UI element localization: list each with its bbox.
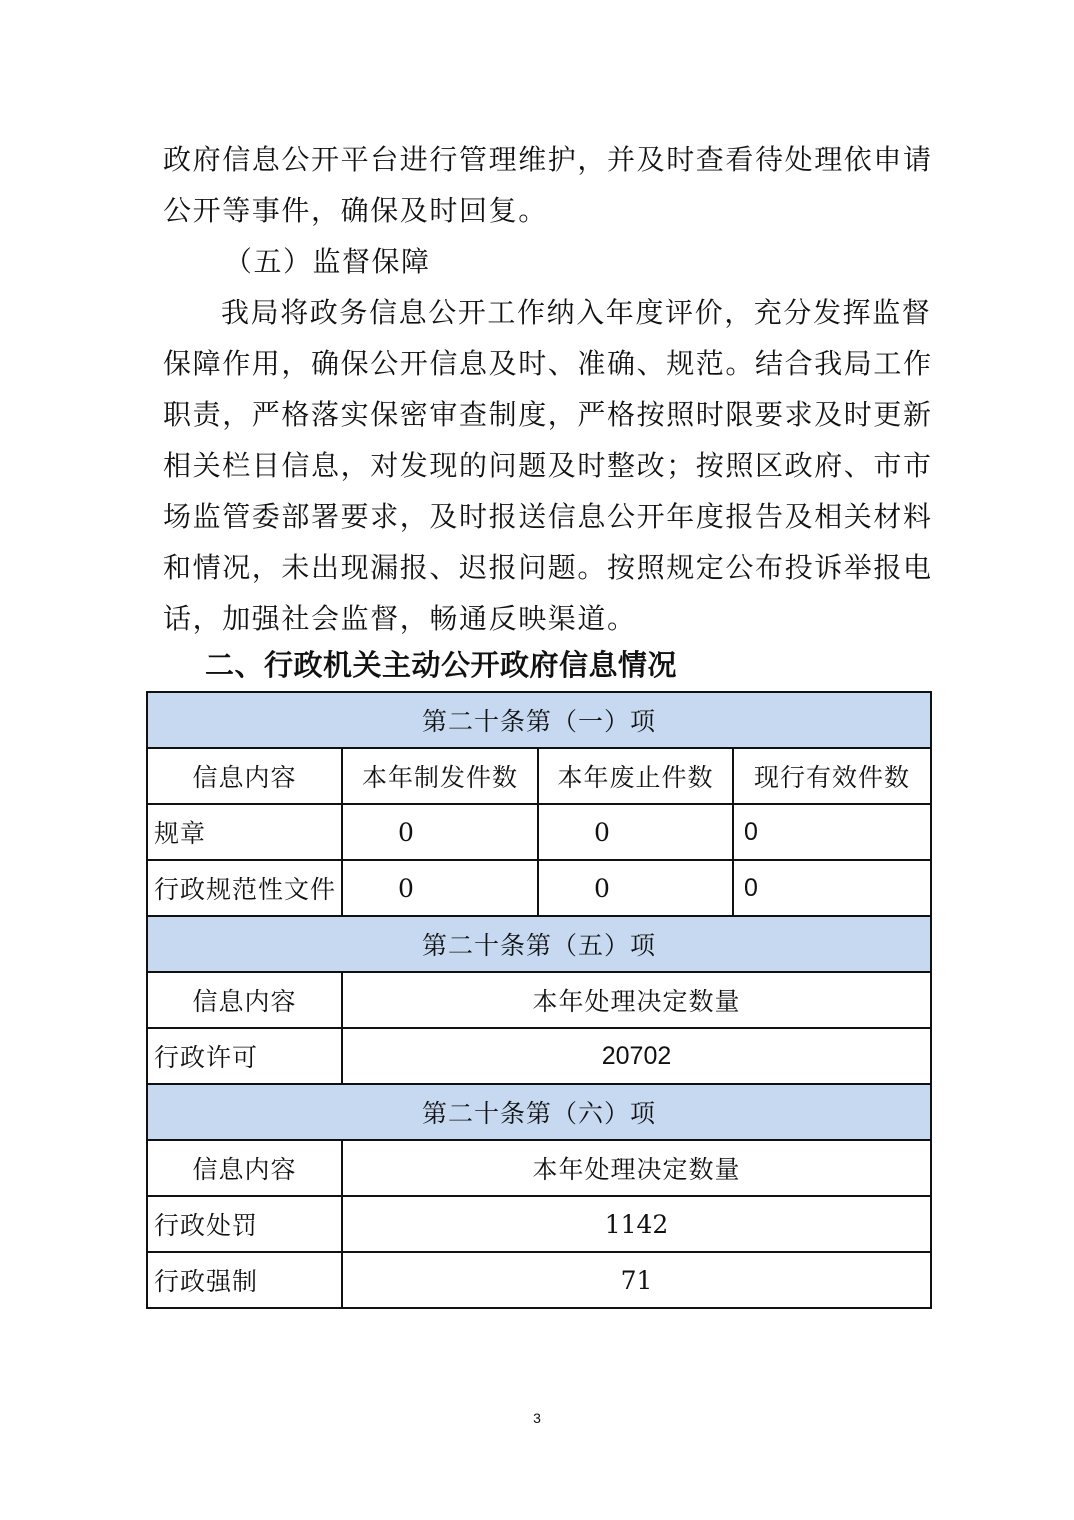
supervision-paragraph <box>163 287 933 644</box>
column-header: 本年处理决定数量 <box>342 972 931 1028</box>
column-header: 信息内容 <box>147 972 342 1028</box>
column-header: 本年废止件数 <box>538 748 733 804</box>
table-row <box>147 860 931 916</box>
section-band: 第二十条第（一）项 <box>147 692 931 748</box>
paragraph-line: 话，加强社会监督，畅通反映渠道。 <box>163 602 637 635</box>
row-label: 行政强制 <box>147 1252 342 1308</box>
table-row <box>147 804 931 860</box>
column-header: 信息内容 <box>147 748 342 804</box>
cell-abolished: 0 <box>538 860 733 916</box>
subsection-heading: （五）监督保障 <box>224 245 431 278</box>
section-band: 第二十条第（六）项 <box>147 1084 931 1140</box>
table-band-row <box>147 692 931 748</box>
table-row <box>147 1196 931 1252</box>
section-band: 第二十条第（五）项 <box>147 916 931 972</box>
table-header-row <box>147 748 931 804</box>
table-header-row <box>147 1140 931 1196</box>
row-label: 行政处罚 <box>147 1196 342 1252</box>
row-label: 行政规范性文件 <box>147 860 342 916</box>
cell-abolished: 0 <box>538 804 733 860</box>
cell-issued: 0 <box>342 860 538 916</box>
table-row <box>147 1252 931 1308</box>
table-header-row <box>147 972 931 1028</box>
cell-value: 1142 <box>342 1196 931 1252</box>
table-row <box>147 1028 931 1084</box>
cell-valid: 0 <box>733 804 931 860</box>
column-header: 本年处理决定数量 <box>342 1140 931 1196</box>
table-band-row <box>147 1084 931 1140</box>
paragraph-line: 公开等事件，确保及时回复。 <box>163 194 548 227</box>
column-header: 信息内容 <box>147 1140 342 1196</box>
paragraph-line: 场监管委部署要求，及时报送信息公开年度报告及相关材料 <box>163 500 933 533</box>
paragraph-line: 我局将政务信息公开工作纳入年度评价，充分发挥监督 <box>221 296 932 329</box>
paragraph-line: 保障作用，确保公开信息及时、准确、规范。结合我局工作 <box>163 347 933 380</box>
paragraph-line: 政府信息公开平台进行管理维护，并及时查看待处理依申请 <box>163 143 933 176</box>
paragraph-line: 职责，严格落实保密审查制度，严格按照时限要求及时更新 <box>163 398 933 431</box>
paragraph-line: 和情况，未出现漏报、迟报问题。按照规定公布投诉举报电 <box>163 551 933 584</box>
row-label: 规章 <box>147 804 342 860</box>
column-header: 本年制发件数 <box>342 748 538 804</box>
intro-paragraph <box>163 134 933 236</box>
row-label: 行政许可 <box>147 1028 342 1084</box>
page-number: 3 <box>533 1410 541 1426</box>
table-band-row <box>147 916 931 972</box>
cell-valid: 0 <box>733 860 931 916</box>
cell-issued: 0 <box>342 804 538 860</box>
disclosure-table <box>146 691 932 1309</box>
cell-value: 71 <box>342 1252 931 1308</box>
paragraph-line: 相关栏目信息，对发现的问题及时整改；按照区政府、市市 <box>163 449 933 482</box>
cell-value: 20702 <box>342 1028 931 1084</box>
column-header: 现行有效件数 <box>733 748 931 804</box>
section-title: 二、行政机关主动公开政府信息情况 <box>205 648 678 682</box>
